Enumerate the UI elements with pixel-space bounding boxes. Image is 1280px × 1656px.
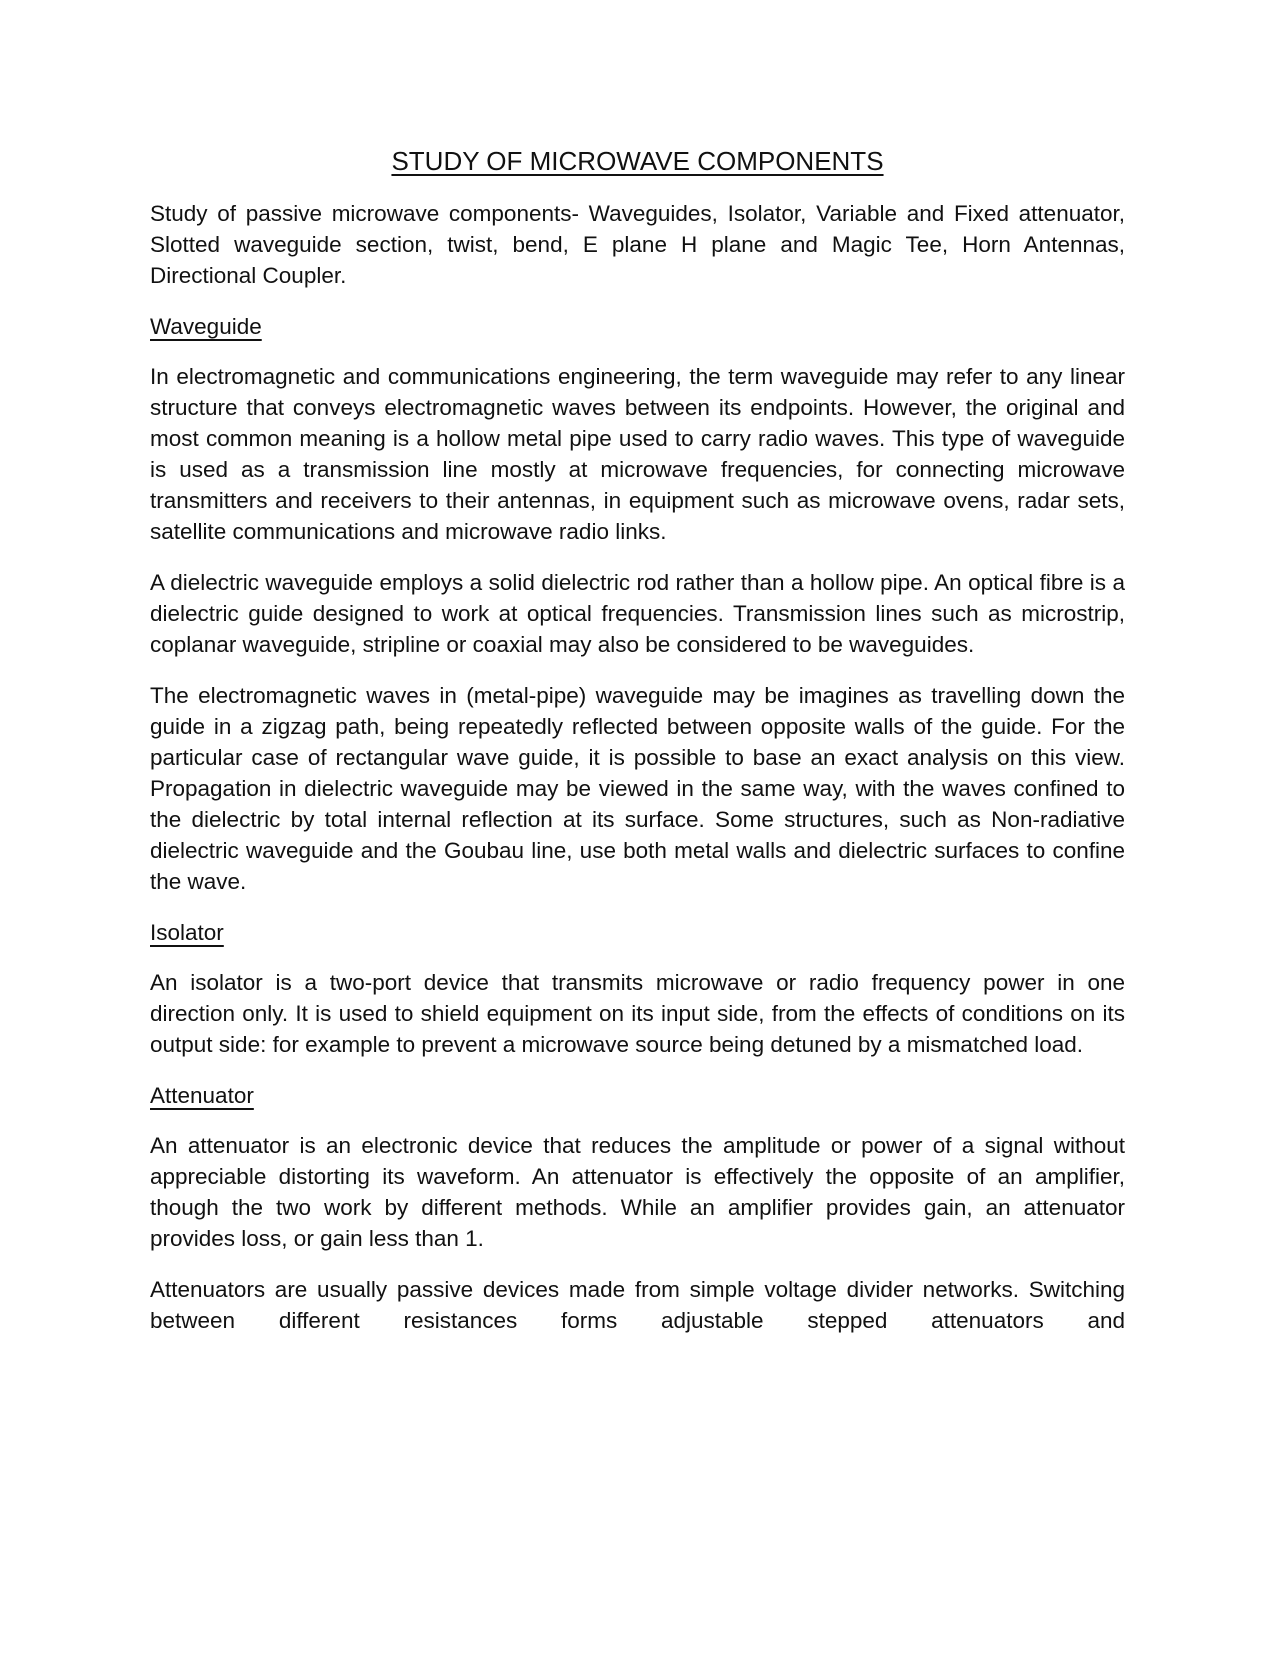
section-heading-attenuator-text: Attenuator xyxy=(150,1083,254,1108)
attenuator-paragraph-1: An attenuator is an electronic device that reduces the amplitude or power of a signal without appreciable distorting its waveform. An attenuator is effectively the opposite of an amplifier, though the two work by different methods. While an amplifier provides gain, an attenuator provides loss, or gain less than 1. xyxy=(150,1133,1125,1251)
section-heading-isolator xyxy=(150,917,1125,948)
section-heading-isolator-text: Isolator xyxy=(150,920,224,945)
waveguide-paragraph-3: The electromagnetic waves in (metal-pipe) waveguide may be imagines as travelling down the guide in a zigzag path, being repeatedly reflected between opposite walls of the guide. For the particular case of rectangular wave guide, it is possible to base an exact analysis on this view. Propagation in dielectric waveguide may be viewed in the same way, with the waves confined to the dielectric by total internal reflection at its surface. Some structures, such as Non-radiative dielectric waveguide and the Goubau line, use both metal walls and dielectric surfaces to confine the wave. xyxy=(150,683,1125,894)
waveguide-paragraph-1: In electromagnetic and communications engineering, the term waveguide may refer to any linear structure that conveys electromagnetic waves between its endpoints. However, the original and most common meaning is a hollow metal pipe used to carry radio waves. This type of waveguide is used as a transmission line mostly at microwave frequencies, for connecting microwave transmitters and receivers to their antennas, in equipment such as microwave ovens, radar sets, satellite communications and microwave radio links. xyxy=(150,364,1125,544)
isolator-paragraph-1: An isolator is a two-port device that transmits microwave or radio frequency power in one direction only. It is used to shield equipment on its input side, from the effects of conditions on its output side: for example to prevent a microwave source being detuned by a mismatched load. xyxy=(150,970,1125,1057)
attenuator-paragraph-2: Attenuators are usually passive devices made from simple voltage divider networks. Switching between different resistances forms adjustable stepped attenuators and xyxy=(150,1277,1125,1333)
section-heading-attenuator xyxy=(150,1080,1125,1111)
section-heading-waveguide xyxy=(150,311,1125,342)
document-page xyxy=(150,146,1125,1356)
page-title-text: STUDY OF MICROWAVE COMPONENTS xyxy=(391,146,884,176)
page-title xyxy=(150,146,1125,176)
waveguide-paragraph-2: A dielectric waveguide employs a solid dielectric rod rather than a hollow pipe. An optical fibre is a dielectric guide designed to work at optical frequencies. Transmission lines such as microstrip, coplanar waveguide, stripline or coaxial may also be considered to be waveguides. xyxy=(150,570,1125,657)
intro-paragraph: Study of passive microwave components- Waveguides, Isolator, Variable and Fixed attenuator, Slotted waveguide section, twist, bend, E plane H plane and Magic Tee, Horn Antennas, Directional Coupler. xyxy=(150,201,1125,288)
section-heading-waveguide-text: Waveguide xyxy=(150,314,262,339)
